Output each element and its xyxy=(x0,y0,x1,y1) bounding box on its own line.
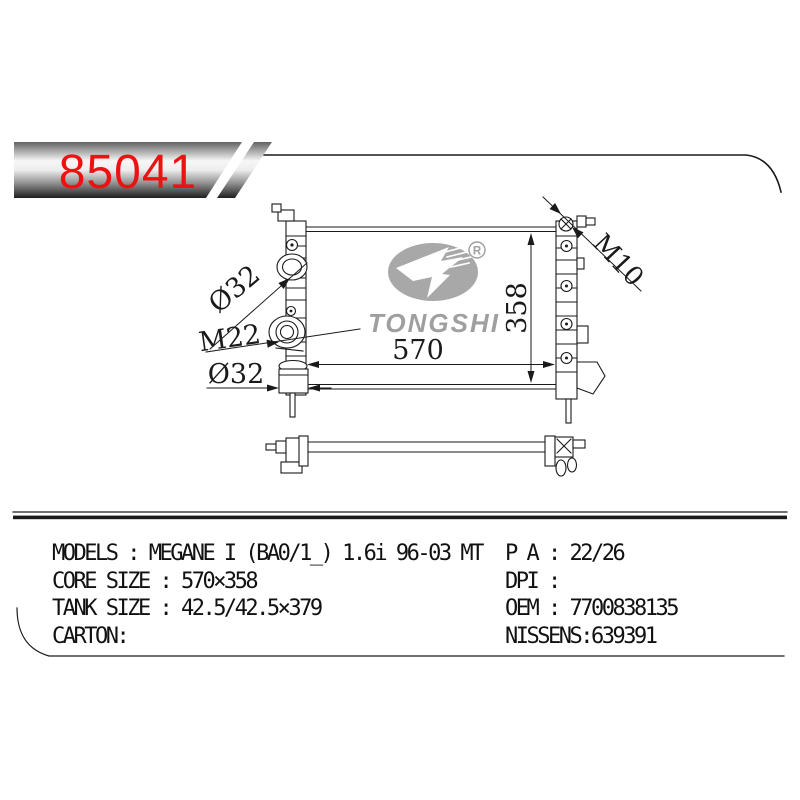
spec-label: NISSENS: xyxy=(505,623,591,649)
dim-core-height-label: 358 xyxy=(502,282,533,334)
dimension-core-height xyxy=(502,233,535,383)
spec-row-dpi xyxy=(505,568,677,596)
logo-brand-text: TONGSHI xyxy=(368,308,500,338)
spec-row-tank-size xyxy=(52,595,482,623)
spec-row-pa xyxy=(505,540,677,568)
spec-row-models xyxy=(52,540,482,568)
spec-row-core-size xyxy=(52,568,482,596)
spec-label: CARTON: xyxy=(52,623,128,649)
arrowhead-up xyxy=(528,233,535,245)
arrowhead-left xyxy=(307,361,319,368)
arrowhead-outlet-left xyxy=(267,385,279,392)
spec-label: TANK SIZE : xyxy=(52,596,181,621)
right-drain-pin xyxy=(566,399,571,423)
spec-row-carton xyxy=(52,623,482,651)
spec-label: OEM : xyxy=(505,596,570,621)
part-number-banner xyxy=(14,142,272,199)
dimension-core-width xyxy=(307,335,555,368)
arrowhead-right xyxy=(543,361,555,368)
spec-value: MEGANE I (BA0/1_) 1.6i 96-03 MT xyxy=(148,541,482,566)
spec-column-left xyxy=(52,540,482,650)
bolt-label: M10 xyxy=(586,228,650,293)
spec-label: DPI : xyxy=(505,568,570,594)
radiator-side-view xyxy=(266,436,585,476)
spec-label: P A : xyxy=(505,541,570,566)
inlet-label: Ø32 xyxy=(202,259,267,320)
separator-thick-rule xyxy=(13,516,787,520)
side-view-left-fitting xyxy=(266,436,308,473)
dim-core-width-label: 570 xyxy=(392,335,444,366)
spec-value: 7700838135 xyxy=(569,596,677,621)
registered-mark: R xyxy=(472,245,482,258)
cap-label: M22 xyxy=(196,318,263,359)
spec-label: CORE SIZE : xyxy=(52,568,181,594)
spec-value: 570×358 xyxy=(180,568,257,594)
outlet-label: Ø32 xyxy=(207,359,265,390)
arrowhead-down xyxy=(528,371,535,383)
right-bottom-bracket xyxy=(577,362,605,394)
spec-label: MODELS : xyxy=(52,541,149,566)
spec-value: 22/26 xyxy=(569,541,624,566)
page-top-edge xyxy=(264,155,781,192)
tongshi-logo xyxy=(368,242,500,338)
arrowhead-outlet-right xyxy=(308,385,320,392)
right-tank-top-pin xyxy=(577,216,586,227)
spec-row-nissens xyxy=(505,623,677,651)
side-view-right-fitting xyxy=(545,436,585,476)
spec-row-oem xyxy=(505,595,677,623)
part-number: 85041 xyxy=(58,146,198,199)
left-drain-pin xyxy=(290,393,295,417)
spec-value: 639391 xyxy=(590,623,656,649)
spec-value: 42.5/42.5×379 xyxy=(180,596,321,621)
left-tank xyxy=(269,204,308,417)
spec-column-right xyxy=(505,540,677,650)
